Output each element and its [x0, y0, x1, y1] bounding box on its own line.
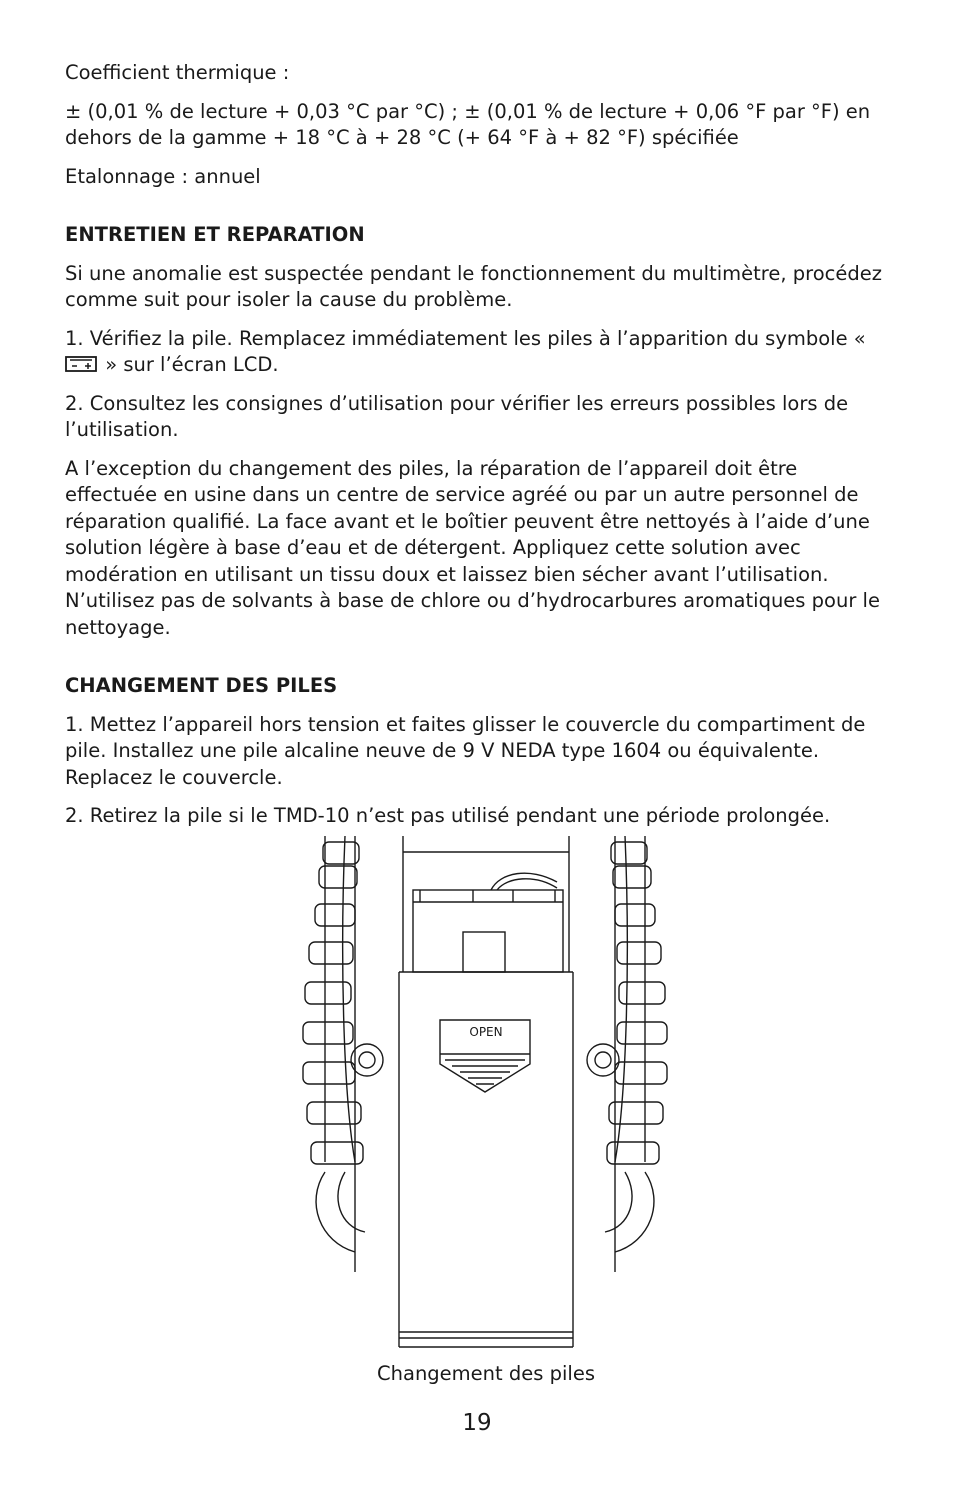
right-probe-lead — [587, 836, 667, 1252]
maintenance-step-2: 2. Consultez les consignes d’utilisation pour vérifier les erreurs possibles lors de l’utilisation. — [65, 391, 849, 441]
temp-coeff-value: ± (0,01 % de lecture + 0,03 °C par °C) ; ± (0,01 % de lecture + 0,06 °F par °F) en dehors de la gamme + 18 °C à + 28 °C (+ 64 °F à + 82 °F) spécifiée — [65, 99, 871, 149]
maintenance-step-1 — [65, 326, 895, 379]
step1-text-before: 1. Vérifiez la pile. Remplacez immédiatement les piles à l’apparition du symbole « — [65, 326, 866, 350]
battery-step-2: 2. Retirez la pile si le TMD-10 n’est pas utilisé pendant une période prolongée. — [65, 804, 831, 827]
battery-step-1: 1. Mettez l’appareil hors tension et faites glisser le couvercle du compartiment de pile. Installez une pile alcaline neuve de 9 V NEDA type 1604 ou équivalente. Replacez le couvercle. — [65, 712, 866, 789]
battery-icon — [65, 355, 99, 373]
temp-coeff-label: Coefficient thermique : — [65, 61, 290, 84]
left-probe-lead — [303, 836, 383, 1252]
step1-text-after: » sur l’écran LCD. — [99, 353, 279, 376]
battery-heading: CHANGEMENT DES PILES — [65, 674, 338, 697]
open-label: OPEN — [469, 1025, 503, 1039]
battery-change-illustration — [295, 832, 675, 1352]
page-number: 19 — [462, 1410, 492, 1436]
maintenance-intro: Si une anomalie est suspectée pendant le fonctionnement du multimètre, procédez comme suit pour isoler la cause du problème. — [65, 261, 883, 311]
calibration-text: Etalonnage : annuel — [65, 164, 261, 188]
maintenance-body: A l’exception du changement des piles, la réparation de l’appareil doit être effectuée en usine dans un centre de service agréé ou par un autre personnel de réparation qualifié. La face avant et le boîtier peuvent être nettoyés à l’aide d’une solution légère à base d’eau et de détergent. Appliquez cette solution avec modération en utilisant un tissu doux et laissez bien sécher avant l’utilisation. N’utilisez pas de solvants à base de chlore ou d’hydrocarbures aromatiques pour le nettoyage. — [65, 456, 880, 639]
maintenance-heading: ENTRETIEN ET REPARATION — [65, 223, 365, 246]
figure-caption: Changement des piles — [377, 1362, 595, 1385]
page-content — [65, 60, 895, 830]
